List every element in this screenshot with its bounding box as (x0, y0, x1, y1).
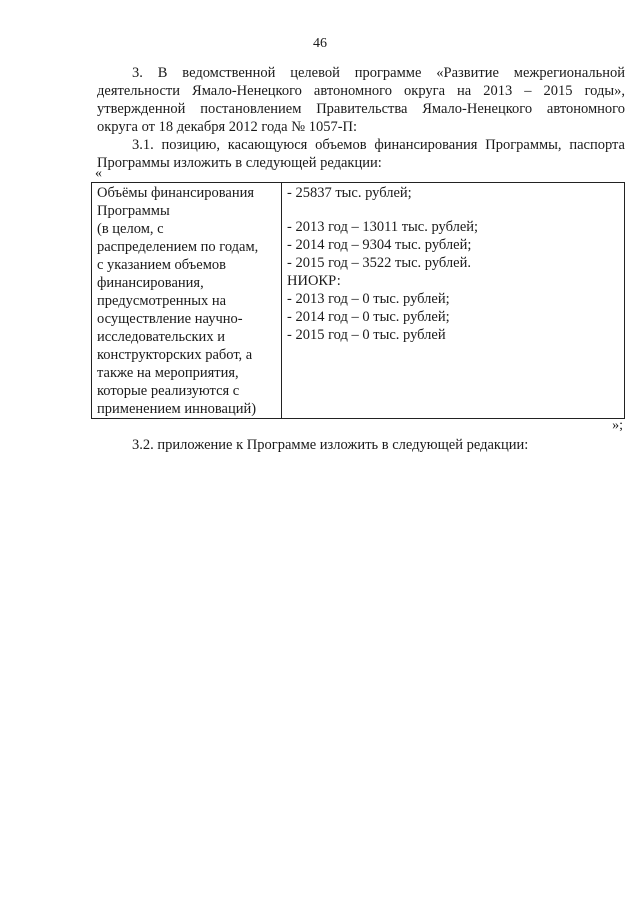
financing-values-cell (282, 183, 625, 419)
paragraph-line: 3. В ведомственной целевой программе «Развитие межрегиональной (132, 65, 625, 81)
financing-table (91, 182, 625, 419)
label-line: исследовательских и (97, 329, 225, 345)
closing-quote-mark: »; (612, 418, 623, 433)
niokr-heading: НИОКР: (287, 273, 341, 289)
label-line: Программы (97, 203, 170, 219)
paragraph-line: 3.1. позицию, касающуюся объемов финансирования Программы, паспорта (132, 137, 625, 153)
paragraph-3-2: 3.2. приложение к Программе изложить в следующей редакции: (132, 437, 529, 453)
label-line: также на мероприятия, (97, 365, 239, 381)
label-line: финансирования, (97, 275, 204, 291)
label-line: конструкторских работ, а (97, 347, 253, 363)
page-number: 46 (313, 36, 327, 51)
financing-label-cell (92, 183, 282, 419)
label-line: (в целом, с (97, 221, 164, 237)
label-line: предусмотренных на (97, 293, 227, 309)
opening-quote-mark: « (95, 166, 102, 181)
value-line: - 2014 год – 9304 тыс. рублей; (287, 237, 472, 253)
total-value: - 25837 тыс. рублей; (287, 185, 412, 201)
label-line: распределением по годам, (97, 239, 259, 255)
paragraph-3-1 (97, 136, 625, 172)
paragraph-line: Программы изложить в следующей редакции: (97, 155, 382, 171)
label-line: которые реализуются с (97, 383, 240, 399)
paragraph-line: округа от 18 декабря 2012 года № 1057-П: (97, 119, 358, 135)
paragraph-line: утвержденной постановлением Правительства Ямало-Ненецкого автономного (97, 101, 625, 117)
value-line: - 2013 год – 13011 тыс. рублей; (287, 219, 479, 235)
paragraph-3 (97, 64, 625, 136)
value-line: - 2013 год – 0 тыс. рублей; (287, 291, 450, 307)
value-line: - 2015 год – 3522 тыс. рублей. (287, 255, 471, 271)
label-line: Объёмы финансирования (97, 185, 255, 201)
paragraph-line: деятельности Ямало-Ненецкого автономного округа на 2013 – 2015 годы», (97, 83, 625, 99)
label-line: осуществление научно- (97, 311, 243, 327)
table-row (92, 183, 625, 419)
label-line: применением инноваций) (97, 401, 257, 417)
value-line: - 2014 год – 0 тыс. рублей; (287, 309, 450, 325)
label-line: с указанием объемов (97, 257, 226, 273)
value-line: - 2015 год – 0 тыс. рублей (287, 327, 446, 343)
